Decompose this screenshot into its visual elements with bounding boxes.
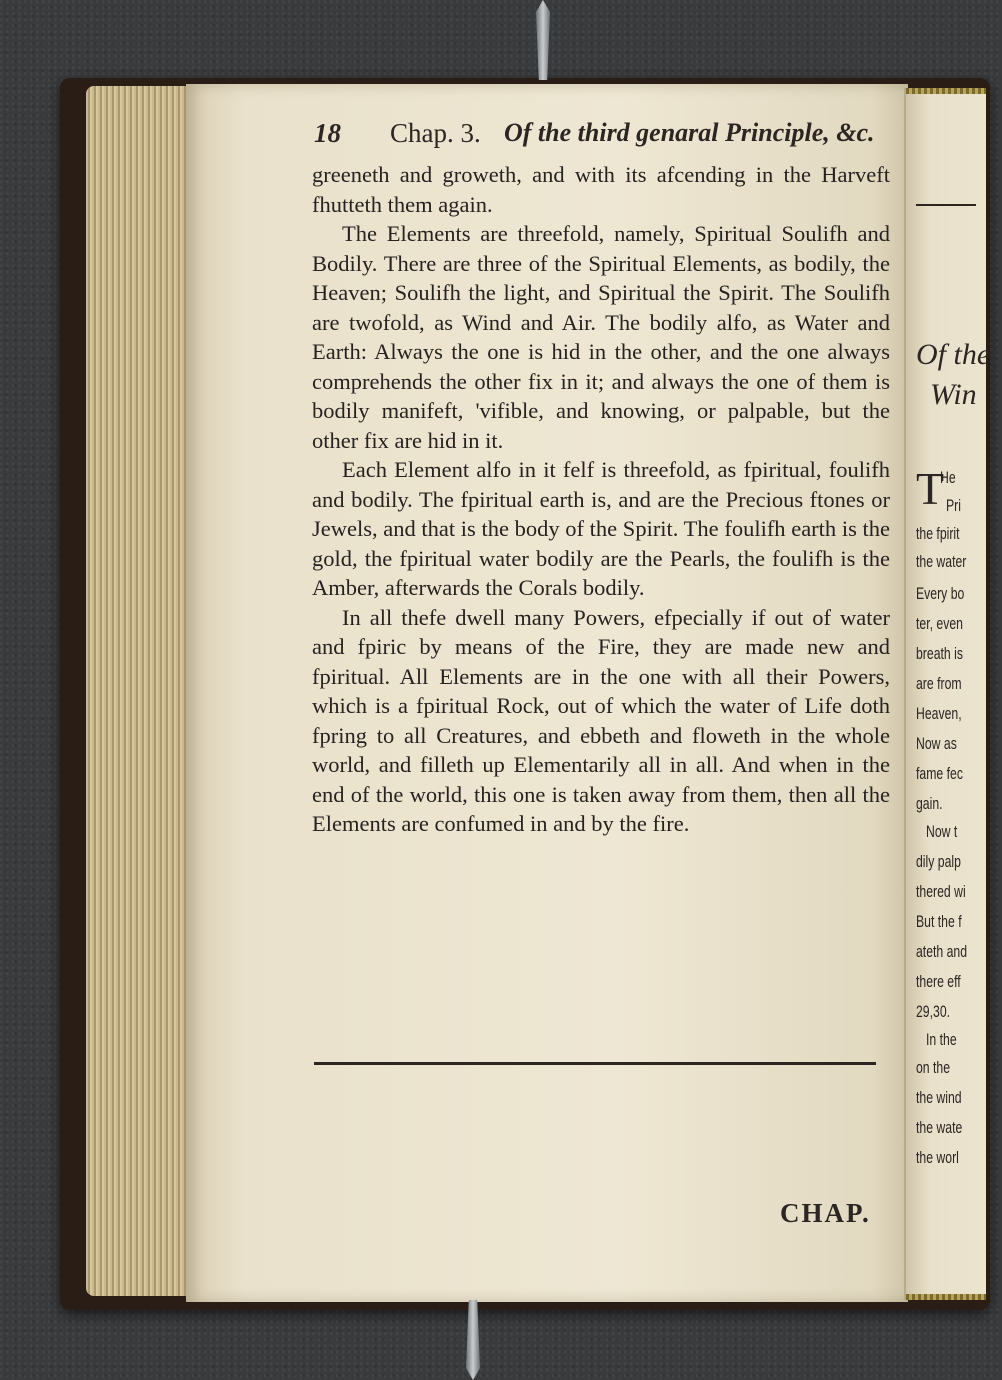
facing-line: Now t: [926, 822, 958, 841]
paragraph: The Elements are threefold, namely, Spiritual Soulifh and Bodily. There are three of the Spiritual Elements, as bodily, the Heaven; Soulifh the light, and Spiritual the Spirit. The Soulifh are twofold, as Wind and Air. The bodily alfo, as Water and Earth: Always the one is hid in the other, and the one always comprehends the other fix in it; and always the one of them is bodily manifeft, 'vifible, and knowing, or palpable, but the other fix are hid in it.: [312, 221, 890, 453]
facing-line: Every bo: [916, 584, 965, 603]
facing-line: are from: [916, 674, 962, 693]
chapter-label: Chap. 3.: [390, 118, 481, 148]
running-header: [314, 114, 888, 154]
facing-line: gain.: [916, 794, 943, 813]
facing-line: In the: [926, 1030, 957, 1049]
paragraph: Each Element alfo in it felf is threefold, as fpiritual, foulifh and bodily. The fpiritual earth is, and are the Precious ftones or Jewels, and that is the body of the Spirit. The foulifh earth is the gold, the fpiritual water bodily are the Pearls, the foulifh is the Amber, afterwards the Corals bodily.: [312, 457, 890, 600]
facing-line: the water: [916, 552, 967, 571]
bottom-clamp-pin: [466, 1300, 480, 1380]
page-edges: [86, 86, 196, 1296]
catchword: CHAP.: [780, 1198, 871, 1228]
facing-line: Pri: [946, 496, 961, 515]
facing-line: ateth and: [916, 942, 968, 961]
gilt-edge-bottom: [906, 1294, 986, 1300]
section-rule: [314, 1062, 876, 1065]
facing-line: Now as: [916, 734, 957, 753]
facing-line: He: [940, 468, 956, 487]
paragraph: In all thefe dwell many Powers, efpecially if out of water and fpiric by means of the Fire, they are made new and fpiritual. All Elements are in the one with all their Powers, which is a fpiritual Rock, out of which the water of Life doth fpring to all Creatures, and ebbeth and floweth in the whole world, and filleth up Elementarily all in all. And when in the end of the world, this one is taken away from them, then all the Elements are confumed in and by the fire.: [312, 604, 890, 836]
page-number: 18: [314, 118, 341, 148]
facing-line: fame fec: [916, 764, 963, 783]
facing-line: the wate: [916, 1118, 963, 1137]
facing-line: But the f: [916, 912, 962, 931]
facing-page-rule: [916, 204, 976, 206]
facing-line: Heaven,: [916, 704, 962, 723]
facing-line: 29,30.: [916, 1002, 951, 1021]
top-clamp-pin: [536, 0, 550, 80]
facing-line: the fpirit: [916, 524, 960, 543]
facing-line: dily palp: [916, 852, 961, 871]
facing-line: breath is: [916, 644, 963, 663]
drop-initial: T: [916, 463, 945, 514]
facing-line: the wind: [916, 1088, 962, 1107]
paragraph: greeneth and groweth, and with its afcending in the Harveft fhutteth them again.: [312, 162, 890, 217]
facing-heading: Win: [930, 378, 977, 411]
body-text: [312, 160, 890, 839]
facing-line: ter, even: [916, 614, 963, 633]
facing-line: the worl: [916, 1148, 959, 1167]
facing-heading: Of the: [916, 338, 991, 371]
facing-line: thered wi: [916, 882, 966, 901]
facing-line: there eff: [916, 972, 961, 991]
facing-line: on the: [916, 1058, 951, 1077]
running-title: Of the third genaral Principle, &c.: [504, 118, 875, 147]
gilt-edge-top: [906, 88, 986, 94]
